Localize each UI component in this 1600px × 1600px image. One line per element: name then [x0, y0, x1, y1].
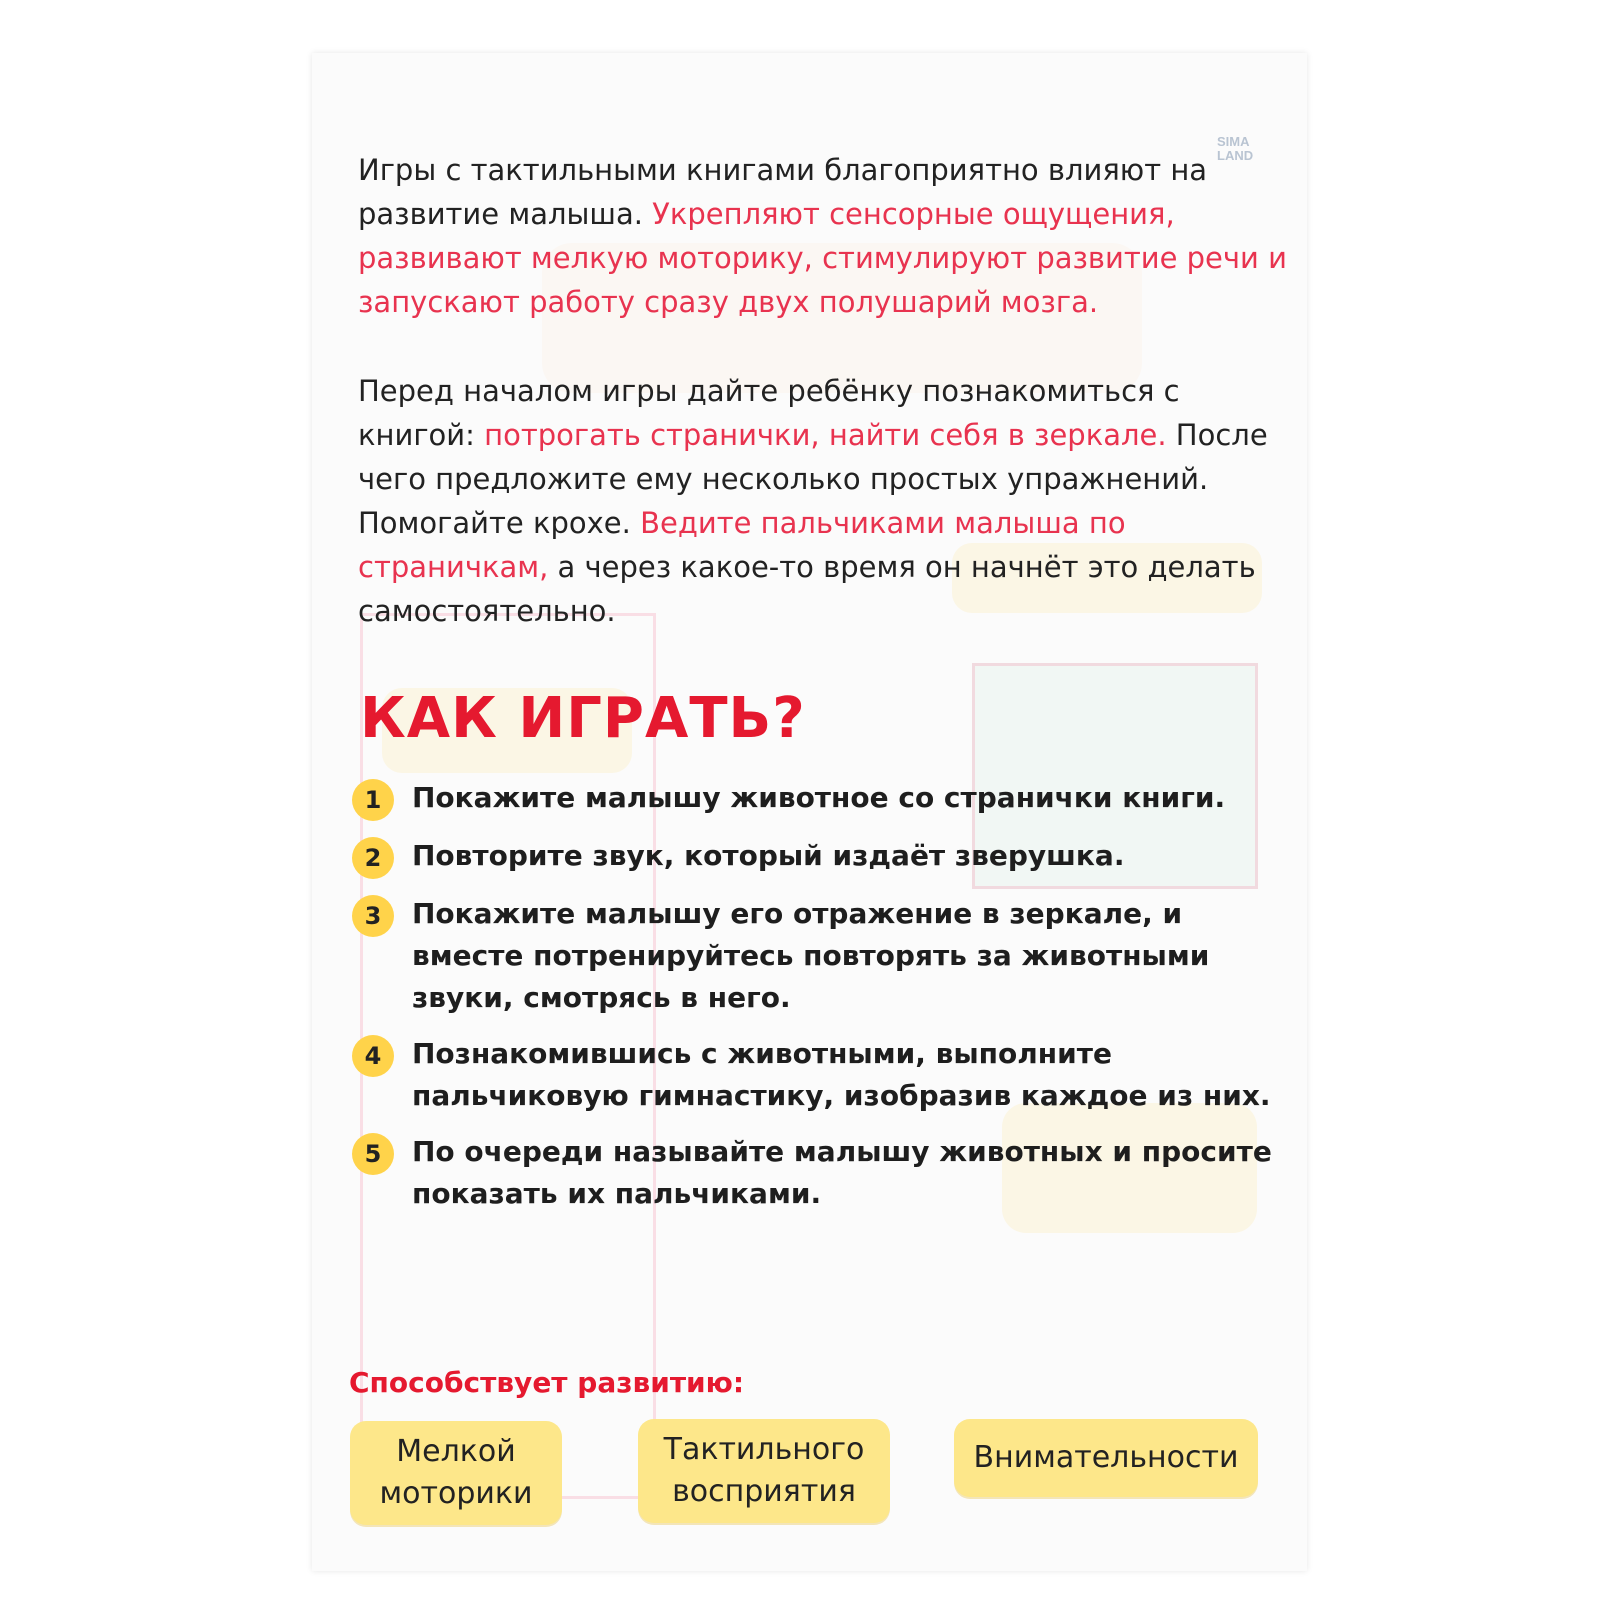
skill-label: восприятия: [672, 1474, 856, 1509]
step-text: Повторите звук, который издаёт зверушка.: [412, 839, 1125, 872]
skill-label: Мелкой: [396, 1434, 516, 1469]
step-text: Покажите малышу его отражение в зеркале, и вместе потренируйтесь повторять за животными звуки, смотрясь в него.: [412, 897, 1210, 1014]
skill-label: Тактильного: [663, 1432, 865, 1467]
step-text: Покажите малышу животное со странички книги.: [412, 781, 1226, 814]
step-number-badge: 1: [352, 779, 394, 821]
skill-label: Внимательности: [973, 1440, 1239, 1475]
step-text: Познакомившись с животными, выполните пальчиковую гимнастику, изобразив каждое из них.: [412, 1037, 1271, 1112]
step-item: [352, 893, 1292, 1019]
intro-highlight: Ведите пальчиками малыша по страничкам,: [358, 506, 1126, 584]
intro-highlight: Укрепляют сенсорные ощущения, развивают мелкую моторику, стимулируют развитие речи и запускают работу сразу двух полушарий мозга.: [358, 197, 1287, 319]
step-item: [352, 1033, 1292, 1117]
step-item: [352, 1131, 1292, 1215]
step-number-badge: 4: [352, 1035, 394, 1077]
intro-highlight: потрогать странички, найти себя в зеркале.: [484, 418, 1167, 452]
step-text: По очереди называйте малышу животных и просите показать их пальчиками.: [412, 1135, 1272, 1210]
intro-text: а через какое-то время он начнёт это делать самостоятельно.: [358, 550, 1256, 628]
intro-text: После чего предложите ему несколько простых упражнений. Помогайте крохе.: [358, 418, 1268, 540]
step-item: [352, 835, 1292, 879]
instruction-sheet: [312, 53, 1307, 1571]
skill-label: моторики: [379, 1476, 533, 1511]
intro-paragraph-2: [358, 369, 1288, 633]
steps-list: [352, 777, 1292, 1229]
intro-text: Игры с тактильными книгами благоприятно влияют на развитие малыша.: [358, 153, 1208, 231]
step-number-badge: 2: [352, 837, 394, 879]
brand-line: SIMA: [1217, 134, 1250, 149]
step-number-badge: 3: [352, 895, 394, 937]
skill-pill-fine-motor: [350, 1421, 562, 1525]
skill-pill-tactile: [638, 1419, 890, 1523]
development-heading: Способствует развитию:: [349, 1366, 745, 1399]
intro-text: Перед началом игры дайте ребёнку познакомиться с книгой:: [358, 374, 1180, 452]
step-number-badge: 5: [352, 1133, 394, 1175]
brand-line: LAND: [1217, 148, 1254, 163]
intro-paragraph: [358, 148, 1288, 324]
skill-pill-attention: [954, 1419, 1258, 1497]
step-item: [352, 777, 1292, 821]
how-to-play-heading: КАК ИГРАТЬ?: [360, 686, 806, 751]
